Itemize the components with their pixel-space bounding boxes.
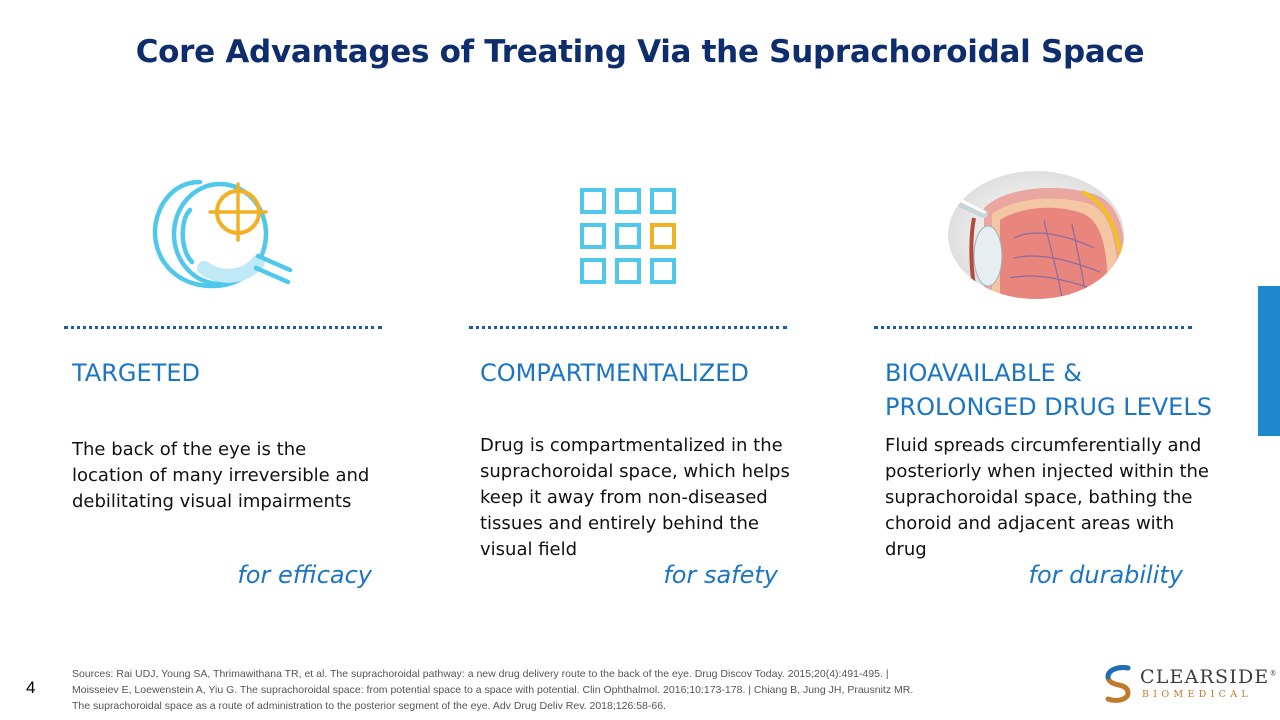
sources-citation: Sources: Rai UDJ, Young SA, Thrimawithana TR, et al. The suprachoroidal pathway: a new drug delivery route to the back of the eye. Drug Discov Today. 2015;20(4):491-495. | Moisseiev E, Loewenstein A, Yiu G. The suprachoroidal space: from potential space to a space with potential. Clin Ophthalmol. 2016;10:173-178. | Chiang B, Jung JH, Prausnitz MR. The suprachoroidal space as a route of administration to the posterior segment of the eye. Adv Drug Deliv Rev. 2018;126:58-66. xyxy=(72,668,914,712)
column-2-divider xyxy=(469,326,787,329)
column-1-heading xyxy=(72,356,392,390)
clearside-logo-mark-icon xyxy=(1104,664,1134,704)
column-2-tagline: for safety xyxy=(663,561,778,589)
column-1-divider xyxy=(64,326,382,329)
eye-cross-section-illustration xyxy=(944,168,1128,302)
column-2-body: Drug is compartmentalized in the suprachoroidal space, which helps keep it away from non-diseased tissues and entirely behind the visual field xyxy=(480,435,790,560)
column-3-divider xyxy=(874,326,1192,329)
column-3-tagline: for durability xyxy=(1028,561,1183,589)
column-2-heading-line1: COMPARTMENTALIZED xyxy=(480,359,749,387)
logo-name xyxy=(1140,666,1278,688)
column-2-heading xyxy=(480,356,810,390)
page-number: 4 xyxy=(26,678,36,697)
side-accent-tab xyxy=(1258,286,1280,436)
column-3-heading xyxy=(885,356,1245,424)
column-3-heading-line2: PROLONGED DRUG LEVELS xyxy=(885,393,1212,421)
column-1-icon xyxy=(150,170,470,300)
column-1-tagline: for efficacy xyxy=(237,561,372,589)
column-3-body: Fluid spreads circumferentially and posteriorly when injected within the suprachoroidal space, bathing the choroid and adjacent areas with drug xyxy=(885,435,1209,560)
compartment-grid-icon xyxy=(570,170,690,290)
column-1-heading-line1: TARGETED xyxy=(72,359,200,387)
column-2-icon xyxy=(570,170,890,300)
column-3-icon xyxy=(944,168,1264,298)
logo-name-text: CLEARSIDE xyxy=(1140,666,1270,688)
logo-subtitle: BIOMEDICAL xyxy=(1142,689,1252,700)
slide-title: Core Advantages of Treating Via the Suprachoroidal Space xyxy=(135,34,1145,70)
column-1-body: The back of the eye is the location of many irreversible and debilitating visual impairments xyxy=(72,439,370,512)
logo-registered-mark: ® xyxy=(1269,669,1278,678)
eye-target-icon xyxy=(150,170,310,300)
column-3-heading-line1: BIOAVAILABLE & xyxy=(885,359,1082,387)
company-logo xyxy=(1104,664,1278,704)
